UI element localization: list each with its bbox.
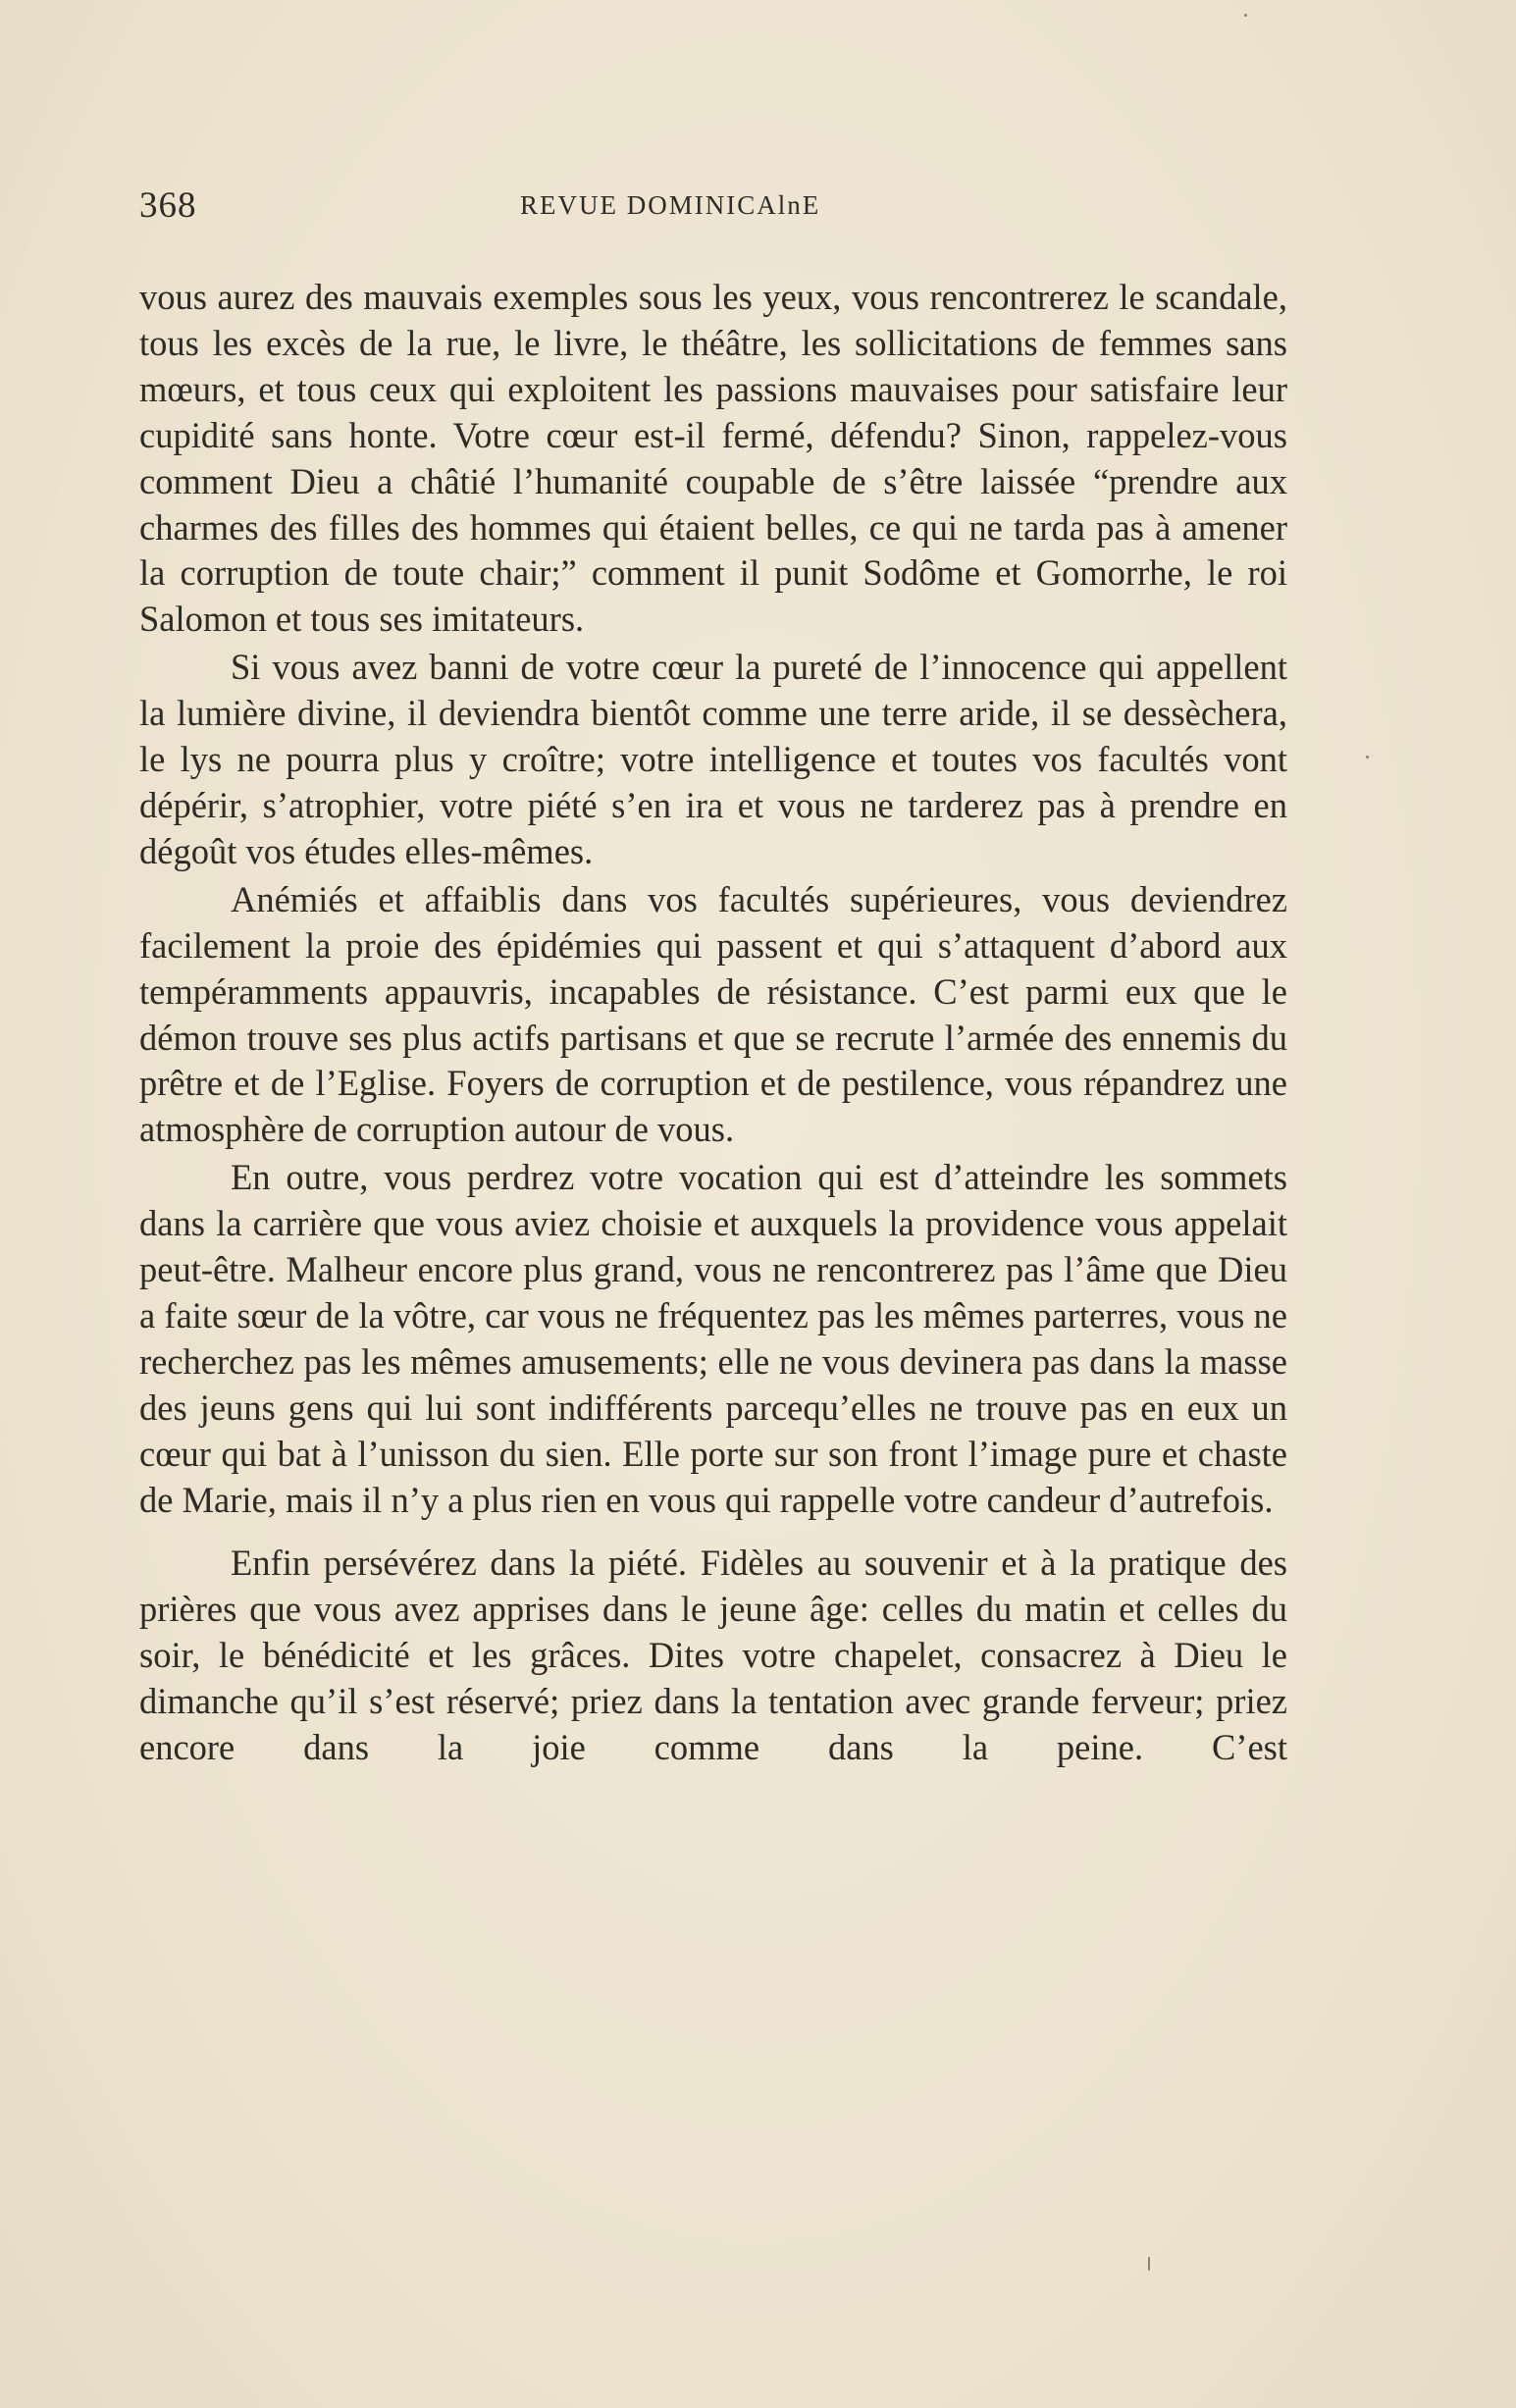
paragraph-5: Enfin persévérez dans la piété. Fidèles au souvenir et à la pratique des prières que vous avez apprises dans le jeune âge: celles du matin et celles du soir, le bénédicité et les grâces. Dites votre chapelet, consacrez à Dieu le dimanche qu’il s’est réservé; priez dans la tentation avec grande ferveur; priez encore dans la joie comme dans la peine. C’est xyxy=(139,1543,1287,1768)
paragraph-1: vous aurez des mauvais exemples sous les yeux, vous rencontrerez le scandale, tous les excès de la rue, le livre, le théâtre, les sollicitations de femmes sans mœurs, et tous ceux qui exploitent les passions mauvaises pour satisfaire leur cupidité sans honte. Votre cœur est-il fermé, défendu? Sinon, rappelez-vous comment Dieu a châtié l’humanité coupable de s’être laissée “prendre aux charmes des filles des hommes qui étaient belles, ce qui ne tarda pas à amener la corruption de toute chair;” comment il punit Sodôme et Gomorrhe, le roi Salomon et tous ses imitateurs. xyxy=(139,277,1287,640)
page-number: 368 xyxy=(139,185,197,226)
running-head: REVUE DOMINICAlnE xyxy=(520,190,821,220)
paper-speck xyxy=(1148,2257,1150,2271)
paper-speck xyxy=(1244,14,1247,17)
paragraph-2: Si vous avez banni de votre cœur la pureté de l’innocence qui appellent la lumière divine, il deviendra bientôt comme une terre aride, il se dessèchera, le lys ne pourra plus y croître; votre intelligence et toutes vos facultés vont dépérir, s’atrophier, votre piété s’en ira et vous ne tarderez pas à prendre en dégoût vos études elles-mêmes. xyxy=(139,647,1287,871)
paragraph-4: En outre, vous perdrez votre vocation qui est d’atteindre les sommets dans la carrière que vous aviez choisie et auxquels la providence vous appelait peut-être. Malheur encore plus grand, vous ne rencontrerez pas l’âme que Dieu a faite sœur de la vôtre, car vous ne fréquentez pas les mêmes parterres, vous ne recherchez pas les mêmes amusements; elle ne vous devinera pas dans la masse des jeuns gens qui lui sont indifférents parcequ’elles ne trouve pas en eux un cœur qui bat à l’unisson du sien. Elle porte sur son front l’image pure et chaste de Marie, mais il n’y a plus rien en vous qui rappelle votre candeur d’autrefois. xyxy=(139,1157,1287,1520)
paper-speck xyxy=(1366,756,1369,759)
page-header xyxy=(139,184,1287,234)
paragraph-3: Anémiés et affaiblis dans vos facultés supérieures, vous deviendrez facilement la proie des épidémies qui passent et qui s’attaquent d’abord aux tempéramments appauvris, incapables de résistance. C’est parmi eux que le démon trouve ses plus actifs partisans et que se recrute l’armée des ennemis du prêtre et de l’Eglise. Foyers de corruption et de pestilence, vous répandrez une atmosphère de corruption autour de vous. xyxy=(139,878,1287,1150)
body-text xyxy=(139,275,1287,1771)
